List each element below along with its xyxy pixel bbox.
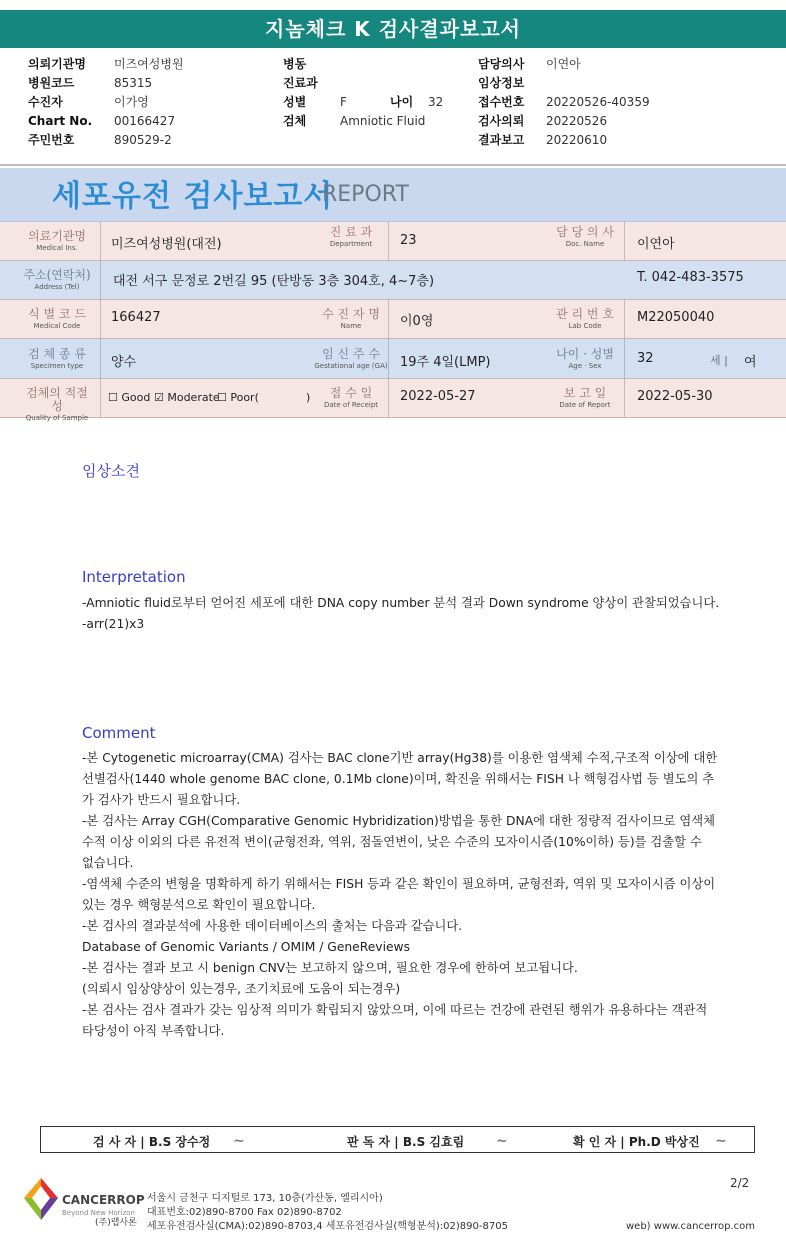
info-row-address <box>0 261 786 300</box>
header-value: 이가영 <box>114 95 149 109</box>
header-col-2 <box>283 55 443 131</box>
header-key: 진료과 <box>283 76 318 90</box>
label: 보 고 일 Date of Report <box>559 386 611 409</box>
age-value: 32 <box>637 351 654 366</box>
header-key: 성별 <box>283 95 307 109</box>
age-key: 나이 <box>390 95 414 109</box>
gestational-age-value: 19주 4일(LMP) <box>400 355 491 370</box>
report-banner <box>0 168 786 222</box>
report-date-value: 2022-05-30 <box>637 389 713 404</box>
header-key: 임상정보 <box>478 76 525 90</box>
quality-poor-checkbox[interactable]: ☐ Poor( <box>217 391 259 404</box>
header-col-3 <box>478 55 650 150</box>
header-key: 주민번호 <box>28 133 75 147</box>
label: 접 수 일 Date of Receipt <box>323 386 379 409</box>
header-value: 20220526 <box>546 114 608 128</box>
section-comment: Comment <box>82 724 156 742</box>
text-line: -본 검사는 Array CGH(Comparative Genomic Hybridization)방법을 통한 DNA에 대한 정량적 검사이므로 염색체 <box>82 814 716 828</box>
text-line: -본 검사의 결과분석에 사용한 데이터베이스의 출처는 다음과 같습니다. <box>82 919 463 933</box>
header-value: 890529-2 <box>114 133 172 147</box>
footer-lab-phone: 세포유전검사실(CMA):02)890-8703,4 세포유전검사실(핵형분석):02)890-8705 <box>147 1221 508 1232</box>
text-line: -arr(21)x3 <box>82 617 145 631</box>
text-line: (의뢰시 임상양상이 있는경우, 조기치료에 도움이 되는경우) <box>82 982 401 996</box>
info-row-specimen <box>0 339 786 379</box>
text-line: -염색체 수준의 변형을 명확하게 하기 위해서는 FISH 등과 같은 확인이 필요하며, 균형전좌, 역위 및 모자이시즘 이상이 <box>82 877 716 891</box>
cancerrop-logo-icon <box>22 1176 60 1222</box>
header-key: 담당의사 <box>478 57 525 71</box>
header-key: 병원코드 <box>28 76 75 90</box>
label: 검 체 종 류 Specimen type <box>28 347 86 370</box>
text-line: 타당성이 아직 부족합니다. <box>82 1024 225 1038</box>
label: 수 진 자 명 Name <box>322 307 380 330</box>
text-line: -Amniotic fluid로부터 얻어진 세포에 대한 DNA copy number 분석 결과 Down syndrome 양상이 관찰되었습니다. <box>82 596 720 610</box>
quality-moderate-checkbox[interactable]: ☑ Moderate <box>154 391 220 404</box>
address-value: 대전 서구 문정로 2번길 95 (탄방동 3층 304호, 4~7층) <box>113 274 435 289</box>
page-number: 2/2 <box>730 1176 750 1190</box>
header-col-1 <box>28 55 184 150</box>
header-key: 수진자 <box>28 95 63 109</box>
label: 관 리 번 호 Lab Code <box>556 307 614 330</box>
label: 주소(연락처) Address (Tel) <box>23 268 91 291</box>
report-subtitle: REPORT <box>322 182 409 207</box>
specimen-value: 양수 <box>111 355 137 370</box>
footer-phone: 대표번호:02)890-8700 Fax 02)890-8702 <box>147 1207 342 1218</box>
receipt-date-value: 2022-05-27 <box>400 389 476 404</box>
medical-code-value: 166427 <box>111 310 161 325</box>
brand-name: CANCERROP <box>62 1193 145 1207</box>
interpretation-body <box>82 593 752 635</box>
text-line: -본 Cytogenetic microarray(CMA) 검사는 BAC clone기반 array(Hg38)를 이용한 염색체 수적,구조적 이상에 대한 <box>82 751 718 765</box>
header-key: 접수번호 <box>478 95 525 109</box>
age-value: 32 <box>428 95 444 109</box>
brand-tagline: Beyond New Horizon <box>62 1209 135 1217</box>
signature-box <box>40 1126 755 1153</box>
info-row-code <box>0 300 786 339</box>
label: 나이 · 성별 Age · Sex <box>556 347 614 370</box>
info-row-institution <box>0 222 786 261</box>
report-title-bar: 지놈체크 K 검사결과보고서 <box>0 10 786 48</box>
text-line: 가 검사가 반드시 필요합니다. <box>82 793 241 807</box>
quality-good-checkbox[interactable]: ☐ Good <box>108 391 151 404</box>
header-key: 검체 <box>283 114 307 128</box>
text-line: 없습니다. <box>82 856 134 870</box>
checker-label: 확 인 자 | Ph.D 박상진 <box>573 1135 700 1149</box>
header-key: 검사의뢰 <box>478 114 525 128</box>
header-key: 병동 <box>283 57 307 71</box>
info-row-quality <box>0 379 786 422</box>
header-key: Chart No. <box>28 114 93 128</box>
phone-value: T. 042-483-3575 <box>637 270 744 285</box>
label: 담 당 의 사 Doc. Name <box>556 225 614 248</box>
text-line: 선별검사(1440 whole genome BAC clone, 0.1Mb clone)이며, 확진을 위해서는 FISH 나 핵형검사법 등 별도의 추 <box>82 772 715 786</box>
checker-signature: ~ <box>715 1133 727 1149</box>
comment-body <box>82 748 752 1042</box>
header-value: 85315 <box>114 76 153 90</box>
header-key: 결과보고 <box>478 133 525 147</box>
reader-label: 판 독 자 | B.S 김효림 <box>347 1135 465 1149</box>
department-value: 23 <box>400 233 417 248</box>
header-key: 의뢰기관명 <box>28 57 86 71</box>
label: 식 별 코 드 Medical Code <box>28 307 86 330</box>
section-interpretation: Interpretation <box>82 568 186 586</box>
header-value: 이연아 <box>546 57 581 71</box>
header-value: 20220526-40359 <box>546 95 650 109</box>
text-line: 있는 경우 핵형분석으로 확인이 필요합니다. <box>82 898 316 912</box>
label: 검체의 적절성 Quality of Sample <box>25 386 89 422</box>
header-value: 00166427 <box>114 114 176 128</box>
tester-label: 검 사 자 | B.S 장수정 <box>93 1135 211 1149</box>
lab-code-value: M22050040 <box>637 310 715 325</box>
label: 의료기관명 Medical Ins. <box>28 229 86 252</box>
doctor-value: 이연아 <box>637 237 675 252</box>
footer-web[interactable]: web) www.cancerrop.com <box>626 1221 755 1232</box>
footer-address: 서울시 금천구 디지털로 173, 10층(가산동, 엘리시아) <box>147 1193 383 1204</box>
divider <box>0 164 786 166</box>
header-value: F <box>340 95 347 109</box>
section-clinical: 임상소견 <box>82 462 140 480</box>
label: 진 료 과 Department <box>329 225 373 248</box>
tester-signature: ~ <box>233 1133 245 1149</box>
header-value: 미즈여성병원 <box>114 57 184 71</box>
header-value: Amniotic Fluid <box>340 114 426 128</box>
quality-poor-close: ) <box>306 391 311 404</box>
reader-signature: ~ <box>496 1133 508 1149</box>
company-name: (주)랩사론 <box>95 1218 137 1228</box>
sex-value: 여 <box>744 355 757 370</box>
patient-name-value: 이0영 <box>400 314 434 329</box>
age-unit: 세 | <box>710 354 728 367</box>
report-title: 세포유전 검사보고서 <box>52 179 334 214</box>
text-line: -본 검사는 결과 보고 시 benign CNV는 보고하지 않으며, 필요한 경우에 한하여 보고됩니다. <box>82 961 578 975</box>
label: 임 신 주 수 Gestational age (GA) <box>314 347 388 370</box>
institution-value: 미즈여성병원(대전) <box>111 237 222 252</box>
text-line: Database of Genomic Variants / OMIM / GeneReviews <box>82 940 411 954</box>
text-line: 수적 이상 이외의 다른 유전적 변이(균형전좌, 역위, 점돌연변이, 낮은 수준의 모자이시즘(10%이하) 등)를 검출할 수 <box>82 835 702 849</box>
header-value: 20220610 <box>546 133 608 147</box>
text-line: -본 검사는 검사 결과가 갖는 임상적 의미가 확립되지 않았으며, 이에 따르는 건강에 관련된 행위가 유용하다는 객관적 <box>82 1003 708 1017</box>
